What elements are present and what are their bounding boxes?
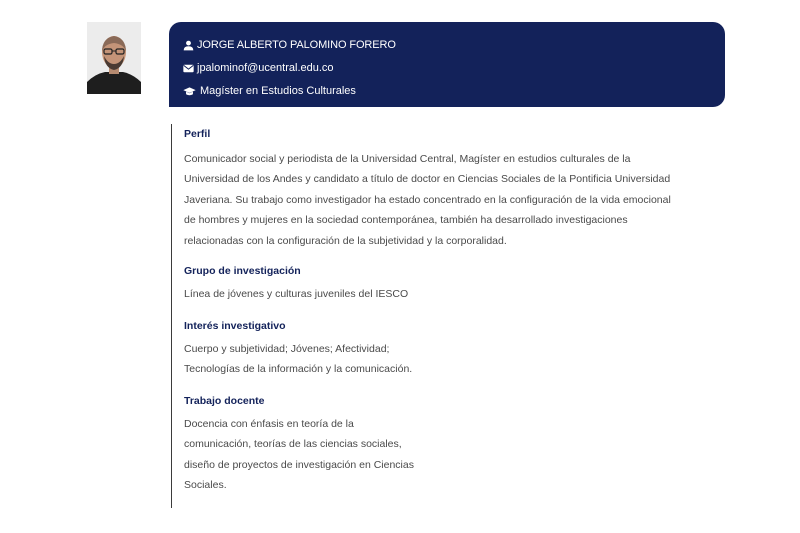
section-title: Perfil [184, 128, 211, 140]
text-line: Docencia con énfasis en teoría de la [184, 418, 354, 430]
section-title: Trabajo docente [184, 395, 265, 407]
graduation-cap-icon [183, 86, 196, 97]
text-line: Comunicador social y periodista de la Universidad Central, Magíster en estudios culturales de la [184, 153, 631, 165]
text-line: Línea de jóvenes y culturas juveniles del IESCO [184, 288, 409, 300]
section-perfil [184, 127, 724, 251]
section-grupo [184, 264, 724, 304]
section-title: Grupo de investigación [184, 265, 301, 277]
text-line: Sociales. [184, 479, 227, 492]
profile-degree-row [183, 82, 725, 100]
text-line: Universidad de los Andes y candidato a título de doctor en Ciencias Sociales de la Pontificia Universidad [184, 173, 671, 186]
text-line: comunicación, teorías de las ciencias sociales, [184, 438, 402, 451]
profile-name-row [183, 36, 725, 54]
profile-header-card [169, 22, 725, 107]
section-interes [184, 319, 724, 380]
envelope-icon [183, 63, 194, 74]
profile-email-row [183, 59, 725, 77]
profile-email[interactable]: jpalominof@ucentral.edu.co [197, 62, 334, 74]
text-line: diseño de proyectos de investigación en Ciencias [184, 458, 414, 471]
profile-photo [87, 22, 141, 94]
text-line: de hombres y mujeres en la sociedad contemporánea, también ha desarrollado investigaciones [184, 214, 628, 227]
text-line: Javeriana. Su trabajo como investigador ha estado concentrado en la configuración de la vida emocional [184, 193, 671, 206]
profile-content [171, 124, 731, 508]
text-line: Tecnologías de la información y la comunicación. [184, 363, 413, 376]
user-icon [183, 40, 194, 51]
section-body [184, 284, 724, 304]
section-body [184, 414, 724, 496]
section-body [184, 339, 724, 380]
section-title: Interés investigativo [184, 320, 286, 332]
profile-degree: Magíster en Estudios Culturales [200, 85, 356, 97]
text-line: relacionadas con la configuración de la subjetividad y la corporalidad. [184, 234, 507, 247]
text-line: Cuerpo y subjetividad; Jóvenes; Afectividad; [184, 343, 390, 355]
section-body [184, 149, 724, 251]
section-docente [184, 394, 724, 496]
profile-name: JORGE ALBERTO PALOMINO FORERO [197, 39, 396, 51]
